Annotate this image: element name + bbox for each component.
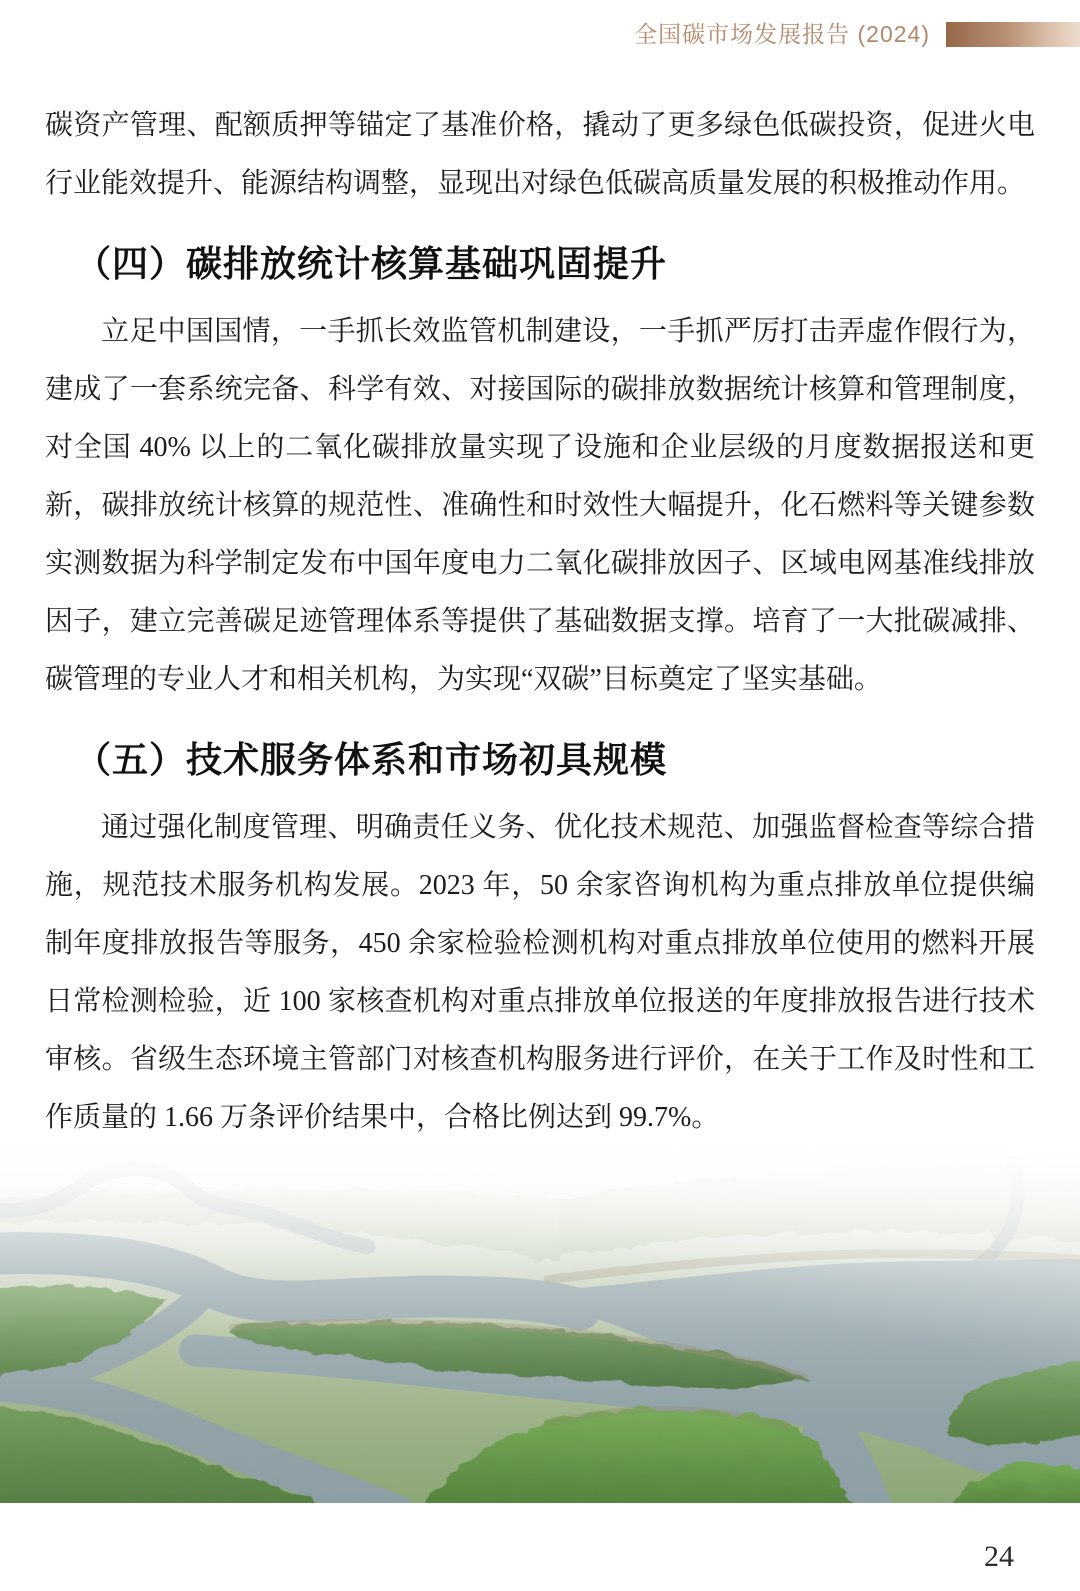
page-number: 24 [984, 1540, 1014, 1573]
page-content [45, 97, 1035, 1147]
section-body-4: 立足中国国情，一手抓长效监管机制建设，一手抓严厉打击弄虚作假行为，建成了一套系统完备、科学有效、对接国际的碳排放数据统计核算和管理制度，对全国 40% 以上的二氧化碳排放量实现了设施和企业层级的月度数据报送和更新，碳排放统计核算的规范性、准确性和时效性大幅提升，化石燃料等关键参数实测数据为科学制定发布中国年度电力二氧化碳排放因子、区域电网基准线排放因子，建立完善碳足迹管理体系等提供了基础数据支撑。培育了一大批碳减排、碳管理的专业人才和相关机构，为实现“双碳”目标奠定了坚实基础。 [45, 316, 1035, 695]
section-heading-4: （四）碳排放统计核算基础巩固提升 [75, 244, 668, 284]
section-heading-5: （五）技术服务体系和市场初具规模 [75, 740, 668, 780]
landscape-photo-svg [0, 1104, 1080, 1503]
header-accent-bar [946, 22, 1080, 47]
page-header-title: 全国碳市场发展报告 (2024) [634, 21, 930, 47]
mist-overlay-top [0, 1104, 1080, 1503]
intro-paragraph: 碳资产管理、配额质押等锚定了基准价格，撬动了更多绿色低碳投资，促进火电行业能效提升、能源结构调整，显现出对绿色低碳高质量发展的积极推动作用。 [45, 110, 1035, 199]
landscape-photo [0, 1104, 1080, 1503]
section-body-5: 通过强化制度管理、明确责任义务、优化技术规范、加强监督检查等综合措施，规范技术服务机构发展。2023 年，50 余家咨询机构为重点排放单位提供编制年度排放报告等服务，450 余家检验检测机构对重点排放单位使用的燃料开展日常检测检验，近 100 家核查机构对重点排放单位报送的年度排放报告进行技术审核。省级生态环境主管部门对核查机构服务进行评价，在关于工作及时性和工作质量的 1.66 万条评价结果中，合格比例达到 99.7%。 [45, 812, 1035, 1133]
